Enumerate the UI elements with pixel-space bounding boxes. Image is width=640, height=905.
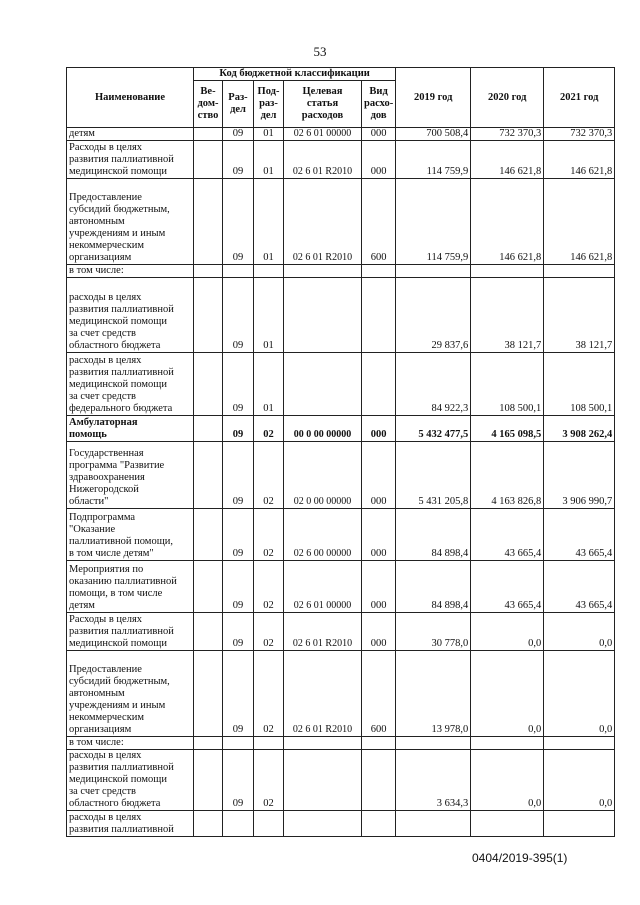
row-vid-rashodov: 000 — [362, 509, 396, 561]
row-podrazdel: 02 — [254, 509, 284, 561]
row-razdel: 09 — [223, 353, 254, 416]
row-vedomstvo — [194, 141, 223, 179]
header-name: Наименование — [67, 68, 194, 128]
row-name: в том числе: — [67, 737, 194, 750]
row-2020-value: 38 121,7 — [471, 278, 544, 353]
row-razdel — [223, 737, 254, 750]
row-2020-value — [471, 265, 544, 278]
header-kbk: Код бюджетной классификации — [194, 68, 396, 81]
document-code: 0404/2019-395(1) — [472, 851, 568, 865]
row-razdel: 09 — [223, 442, 254, 509]
table-row — [67, 416, 615, 442]
row-vedomstvo — [194, 750, 223, 811]
row-vid-rashodov: 000 — [362, 141, 396, 179]
row-name: Государственная программа "Развитие здравоохранения Нижегородской области" — [67, 442, 194, 509]
row-razdel: 09 — [223, 561, 254, 613]
row-podrazdel — [254, 737, 284, 750]
row-2020-value: 146 621,8 — [471, 141, 544, 179]
row-2019-value — [396, 737, 471, 750]
row-celevaya-statya: 02 6 01 00000 — [284, 128, 362, 141]
table-row — [67, 811, 615, 837]
row-vedomstvo — [194, 737, 223, 750]
row-2019-value: 13 978,0 — [396, 651, 471, 737]
row-podrazdel: 01 — [254, 128, 284, 141]
row-2019-value: 3 634,3 — [396, 750, 471, 811]
row-vedomstvo — [194, 442, 223, 509]
row-podrazdel: 01 — [254, 353, 284, 416]
row-celevaya-statya: 00 0 00 00000 — [284, 416, 362, 442]
row-podrazdel: 02 — [254, 416, 284, 442]
row-2019-value: 84 898,4 — [396, 561, 471, 613]
row-vedomstvo — [194, 811, 223, 837]
row-name: расходы в целях развития паллиативной медицинской помощи за счет средств областного бюджета — [67, 278, 194, 353]
row-celevaya-statya — [284, 750, 362, 811]
row-2019-value — [396, 811, 471, 837]
row-2019-value: 114 759,9 — [396, 141, 471, 179]
row-2021-value: 38 121,7 — [544, 278, 615, 353]
row-2021-value: 0,0 — [544, 613, 615, 651]
row-name: Расходы в целях развития паллиативной медицинской помощи — [67, 141, 194, 179]
row-2021-value — [544, 265, 615, 278]
budget-table — [66, 67, 615, 837]
row-razdel: 09 — [223, 141, 254, 179]
table-row — [67, 353, 615, 416]
row-2021-value: 732 370,3 — [544, 128, 615, 141]
row-celevaya-statya: 02 6 01 R2010 — [284, 613, 362, 651]
row-2019-value: 5 431 205,8 — [396, 442, 471, 509]
table-row — [67, 278, 615, 353]
header-vid-rashodov: Вид расхо- дов — [362, 81, 396, 128]
table-row — [67, 750, 615, 811]
table-row — [67, 442, 615, 509]
header-razdel: Раз- дел — [223, 81, 254, 128]
row-razdel — [223, 265, 254, 278]
row-2019-value: 114 759,9 — [396, 179, 471, 265]
row-razdel: 09 — [223, 651, 254, 737]
table-row — [67, 561, 615, 613]
row-vid-rashodov: 000 — [362, 128, 396, 141]
row-celevaya-statya: 02 6 01 R2010 — [284, 179, 362, 265]
row-podrazdel — [254, 265, 284, 278]
row-name: детям — [67, 128, 194, 141]
row-2020-value — [471, 811, 544, 837]
row-vid-rashodov: 000 — [362, 561, 396, 613]
row-name: расходы в целях развития паллиативной медицинской помощи за счет средств областного бюджета — [67, 750, 194, 811]
row-celevaya-statya — [284, 278, 362, 353]
row-2020-value: 4 165 098,5 — [471, 416, 544, 442]
row-celevaya-statya — [284, 265, 362, 278]
row-podrazdel: 02 — [254, 750, 284, 811]
row-vedomstvo — [194, 651, 223, 737]
row-vid-rashodov — [362, 750, 396, 811]
row-2021-value: 43 665,4 — [544, 509, 615, 561]
table-row — [67, 509, 615, 561]
row-2020-value: 146 621,8 — [471, 179, 544, 265]
row-vedomstvo — [194, 353, 223, 416]
row-2020-value: 732 370,3 — [471, 128, 544, 141]
page-number: 53 — [313, 44, 327, 59]
row-podrazdel: 01 — [254, 141, 284, 179]
row-razdel: 09 — [223, 128, 254, 141]
table-row — [67, 651, 615, 737]
row-vid-rashodov — [362, 811, 396, 837]
header-podrazdel: Под- раз- дел — [254, 81, 284, 128]
table-row — [67, 613, 615, 651]
row-razdel: 09 — [223, 613, 254, 651]
header-2019: 2019 год — [396, 68, 471, 128]
table-row — [67, 141, 615, 179]
row-celevaya-statya: 02 6 01 00000 — [284, 561, 362, 613]
row-podrazdel: 02 — [254, 561, 284, 613]
row-podrazdel: 02 — [254, 651, 284, 737]
row-2019-value: 700 508,4 — [396, 128, 471, 141]
row-2021-value: 3 908 262,4 — [544, 416, 615, 442]
row-2021-value: 0,0 — [544, 651, 615, 737]
row-vedomstvo — [194, 278, 223, 353]
table-row — [67, 265, 615, 278]
row-vid-rashodov — [362, 265, 396, 278]
row-2021-value: 146 621,8 — [544, 141, 615, 179]
header-2021: 2021 год — [544, 68, 615, 128]
row-2020-value: 108 500,1 — [471, 353, 544, 416]
row-vid-rashodov: 000 — [362, 416, 396, 442]
row-celevaya-statya: 02 0 00 00000 — [284, 442, 362, 509]
row-2020-value: 43 665,4 — [471, 509, 544, 561]
header-2020: 2020 год — [471, 68, 544, 128]
row-razdel: 09 — [223, 278, 254, 353]
row-2021-value: 43 665,4 — [544, 561, 615, 613]
row-podrazdel: 01 — [254, 278, 284, 353]
row-razdel: 09 — [223, 179, 254, 265]
header-vedomstvo: Ве- дом- ство — [194, 81, 223, 128]
row-razdel: 09 — [223, 416, 254, 442]
row-2021-value: 108 500,1 — [544, 353, 615, 416]
row-2019-value — [396, 265, 471, 278]
row-2019-value: 30 778,0 — [396, 613, 471, 651]
row-name: Амбулаторная помощь — [67, 416, 194, 442]
row-vid-rashodov: 600 — [362, 179, 396, 265]
row-2021-value: 3 906 990,7 — [544, 442, 615, 509]
row-podrazdel: 01 — [254, 179, 284, 265]
row-2019-value: 84 898,4 — [396, 509, 471, 561]
row-2021-value — [544, 737, 615, 750]
row-podrazdel: 02 — [254, 613, 284, 651]
row-vid-rashodov — [362, 353, 396, 416]
row-celevaya-statya: 02 6 00 00000 — [284, 509, 362, 561]
row-razdel: 09 — [223, 750, 254, 811]
row-2019-value: 84 922,3 — [396, 353, 471, 416]
row-vedomstvo — [194, 265, 223, 278]
table-row — [67, 737, 615, 750]
row-celevaya-statya: 02 6 01 R2010 — [284, 141, 362, 179]
row-vedomstvo — [194, 561, 223, 613]
row-vid-rashodov: 000 — [362, 442, 396, 509]
row-razdel: 09 — [223, 509, 254, 561]
row-name: Расходы в целях развития паллиативной медицинской помощи — [67, 613, 194, 651]
row-name: Предоставление субсидий бюджетным, автономным учреждениям и иным некоммерческим организациям — [67, 179, 194, 265]
row-name: Мероприятия по оказанию паллиативной помощи, в том числе детям — [67, 561, 194, 613]
row-vedomstvo — [194, 509, 223, 561]
row-2020-value: 0,0 — [471, 750, 544, 811]
row-vid-rashodov: 000 — [362, 613, 396, 651]
table-row — [67, 128, 615, 141]
row-2020-value: 0,0 — [471, 613, 544, 651]
row-vid-rashodov: 600 — [362, 651, 396, 737]
row-vid-rashodov — [362, 737, 396, 750]
row-celevaya-statya — [284, 353, 362, 416]
row-razdel — [223, 811, 254, 837]
row-vid-rashodov — [362, 278, 396, 353]
row-name: Подпрограмма "Оказание паллиативной помощи, в том числе детям" — [67, 509, 194, 561]
row-podrazdel — [254, 811, 284, 837]
row-vedomstvo — [194, 416, 223, 442]
row-vedomstvo — [194, 613, 223, 651]
row-celevaya-statya — [284, 811, 362, 837]
row-name: в том числе: — [67, 265, 194, 278]
row-name: расходы в целях развития паллиативной медицинской помощи за счет средств федерального бюджета — [67, 353, 194, 416]
table-body — [67, 128, 615, 837]
row-2021-value — [544, 811, 615, 837]
row-vedomstvo — [194, 179, 223, 265]
header-celevaya-statya: Целевая статья расходов — [284, 81, 362, 128]
row-2021-value: 146 621,8 — [544, 179, 615, 265]
row-name: Предоставление субсидий бюджетным, автономным учреждениям и иным некоммерческим организациям — [67, 651, 194, 737]
row-2019-value: 29 837,6 — [396, 278, 471, 353]
row-2020-value: 43 665,4 — [471, 561, 544, 613]
row-2020-value — [471, 737, 544, 750]
row-celevaya-statya: 02 6 01 R2010 — [284, 651, 362, 737]
row-2021-value: 0,0 — [544, 750, 615, 811]
row-podrazdel: 02 — [254, 442, 284, 509]
row-vedomstvo — [194, 128, 223, 141]
row-celevaya-statya — [284, 737, 362, 750]
table-row — [67, 179, 615, 265]
row-2020-value: 4 163 826,8 — [471, 442, 544, 509]
row-2019-value: 5 432 477,5 — [396, 416, 471, 442]
row-name: расходы в целях развития паллиативной — [67, 811, 194, 837]
row-2020-value: 0,0 — [471, 651, 544, 737]
